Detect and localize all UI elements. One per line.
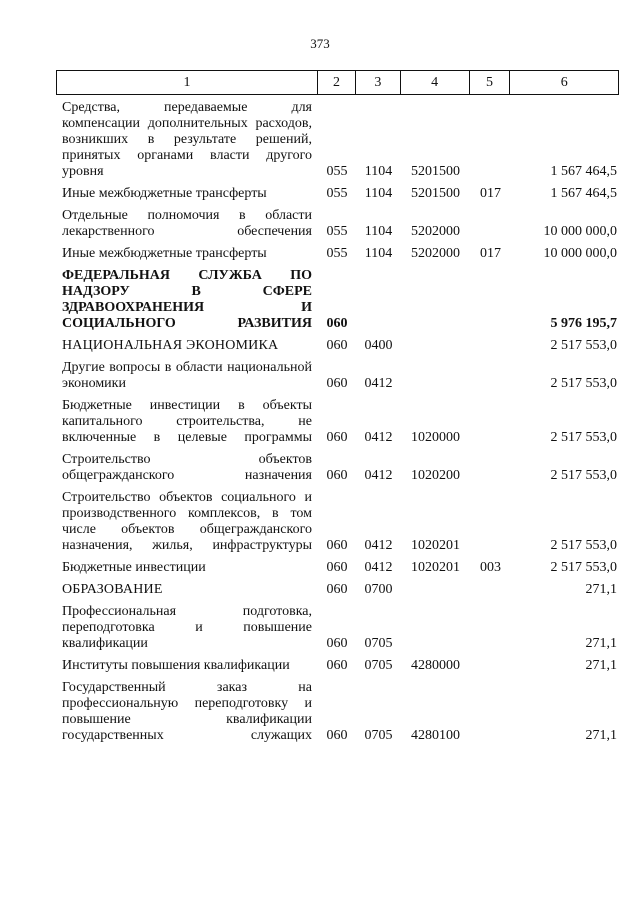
row-article-code: 4280000 xyxy=(411,658,460,673)
row-ministry-code: 055 xyxy=(326,246,348,261)
row-article-code: 5201500 xyxy=(411,186,460,201)
row-ministry-code: 055 xyxy=(326,224,348,239)
table-row xyxy=(56,560,619,576)
table-row xyxy=(56,100,619,180)
row-section-code: 0705 xyxy=(364,636,393,651)
row-amount: 271,1 xyxy=(585,728,617,743)
row-ministry-code: 060 xyxy=(326,728,348,743)
page-number: 373 xyxy=(310,36,330,51)
row-amount: 271,1 xyxy=(585,636,617,651)
row-ministry-code: 060 xyxy=(326,376,348,391)
header-col-2: 2 xyxy=(318,71,356,94)
row-section-code: 0700 xyxy=(364,582,393,597)
row-amount: 10 000 000,0 xyxy=(543,246,617,261)
row-ministry-code: 060 xyxy=(326,430,348,445)
row-article-code: 5202000 xyxy=(411,246,460,261)
table-row xyxy=(56,268,619,332)
row-ministry-code: 060 xyxy=(326,636,348,651)
row-amount: 2 517 553,0 xyxy=(550,538,617,553)
header-col-5: 5 xyxy=(470,71,511,94)
row-ministry-code: 060 xyxy=(326,582,348,597)
budget-table-body xyxy=(56,100,619,750)
table-row xyxy=(56,582,619,598)
row-description: Строительство объектов общегражданского назначения xyxy=(62,452,312,483)
row-description: Иные межбюджетные трансферты xyxy=(62,186,267,201)
table-row xyxy=(56,658,619,674)
table-row xyxy=(56,338,619,354)
table-header xyxy=(56,70,619,95)
row-section-code: 0412 xyxy=(364,430,393,445)
table-row xyxy=(56,246,619,262)
row-section-code: 0705 xyxy=(364,658,393,673)
row-amount: 2 517 553,0 xyxy=(550,560,617,575)
row-amount: 5 976 195,7 xyxy=(550,316,617,331)
row-description: Другие вопросы в области национальной экономики xyxy=(62,360,312,391)
row-description: Институты повышения квалификации xyxy=(62,658,290,673)
row-ministry-code: 060 xyxy=(326,338,348,353)
row-section-code: 0412 xyxy=(364,560,393,575)
row-description: Средства, передаваемые для компенсации дополнительных расходов, возникших в результате решений, принятых органами власти другого уровня xyxy=(62,100,312,179)
table-row xyxy=(56,360,619,392)
row-ministry-code: 055 xyxy=(326,164,348,179)
table-row xyxy=(56,398,619,446)
row-expense-type: 017 xyxy=(480,246,501,261)
row-amount: 271,1 xyxy=(585,582,617,597)
row-amount: 2 517 553,0 xyxy=(550,338,617,353)
row-amount: 2 517 553,0 xyxy=(550,468,617,483)
row-section-code: 1104 xyxy=(364,164,393,179)
row-description: Бюджетные инвестиции xyxy=(62,560,206,575)
row-ministry-code: 060 xyxy=(326,316,348,331)
row-ministry-code: 060 xyxy=(326,658,348,673)
row-ministry-code: 060 xyxy=(326,538,348,553)
row-expense-type: 017 xyxy=(480,186,501,201)
row-ministry-code: 060 xyxy=(326,468,348,483)
row-article-code: 5201500 xyxy=(411,164,460,179)
row-ministry-code: 060 xyxy=(326,560,348,575)
row-section-code: 0705 xyxy=(364,728,393,743)
table-row xyxy=(56,680,619,744)
header-col-6: 6 xyxy=(560,74,568,90)
row-description: ФЕДЕРАЛЬНАЯ СЛУЖБА ПО НАДЗОРУ В СФЕРЕ ЗДРАВООХРАНЕНИЯ И СОЦИАЛЬНОГО РАЗВИТИЯ xyxy=(62,268,312,331)
row-expense-type: 003 xyxy=(480,560,501,575)
row-article-code: 1020201 xyxy=(411,538,460,553)
row-section-code: 0412 xyxy=(364,376,393,391)
row-amount: 271,1 xyxy=(585,658,617,673)
header-col-4: 4 xyxy=(401,71,470,94)
row-description: Государственный заказ на профессиональную переподготовку и повышение квалификации государственных служащих xyxy=(62,680,312,743)
row-article-code: 1020200 xyxy=(411,468,460,483)
row-section-code: 1104 xyxy=(364,246,393,261)
row-amount: 2 517 553,0 xyxy=(550,376,617,391)
row-amount: 10 000 000,0 xyxy=(543,224,617,239)
header-col-3: 3 xyxy=(356,71,401,94)
row-article-code: 1020000 xyxy=(411,430,460,445)
row-section-code: 1104 xyxy=(364,224,393,239)
row-article-code: 4280100 xyxy=(411,728,460,743)
header-col-1: 1 xyxy=(57,71,318,94)
table-row xyxy=(56,452,619,484)
row-section-code: 0412 xyxy=(364,468,393,483)
row-section-code: 0412 xyxy=(364,538,393,553)
row-amount: 1 567 464,5 xyxy=(550,186,617,201)
table-row xyxy=(56,604,619,652)
row-amount: 2 517 553,0 xyxy=(550,430,617,445)
row-description: НАЦИОНАЛЬНАЯ ЭКОНОМИКА xyxy=(62,338,279,353)
row-description: ОБРАЗОВАНИЕ xyxy=(62,582,163,597)
row-article-code: 1020201 xyxy=(411,560,460,575)
row-description: Профессиональная подготовка, переподготовка и повышение квалификации xyxy=(62,604,312,651)
row-description: Бюджетные инвестиции в объекты капитального строительства, не включенные в целевые программы xyxy=(62,398,312,445)
table-row xyxy=(56,186,619,202)
row-ministry-code: 055 xyxy=(326,186,348,201)
row-amount: 1 567 464,5 xyxy=(550,164,617,179)
row-description: Иные межбюджетные трансферты xyxy=(62,246,267,261)
row-description: Строительство объектов социального и производственного комплексов, в том числе объектов общегражданского назначения, жилья, инфраструктуры xyxy=(62,490,312,553)
row-article-code: 5202000 xyxy=(411,224,460,239)
table-row xyxy=(56,490,619,554)
row-section-code: 0400 xyxy=(364,338,393,353)
row-section-code: 1104 xyxy=(364,186,393,201)
table-row xyxy=(56,208,619,240)
row-description: Отдельные полномочия в области лекарственного обеспечения xyxy=(62,208,312,239)
